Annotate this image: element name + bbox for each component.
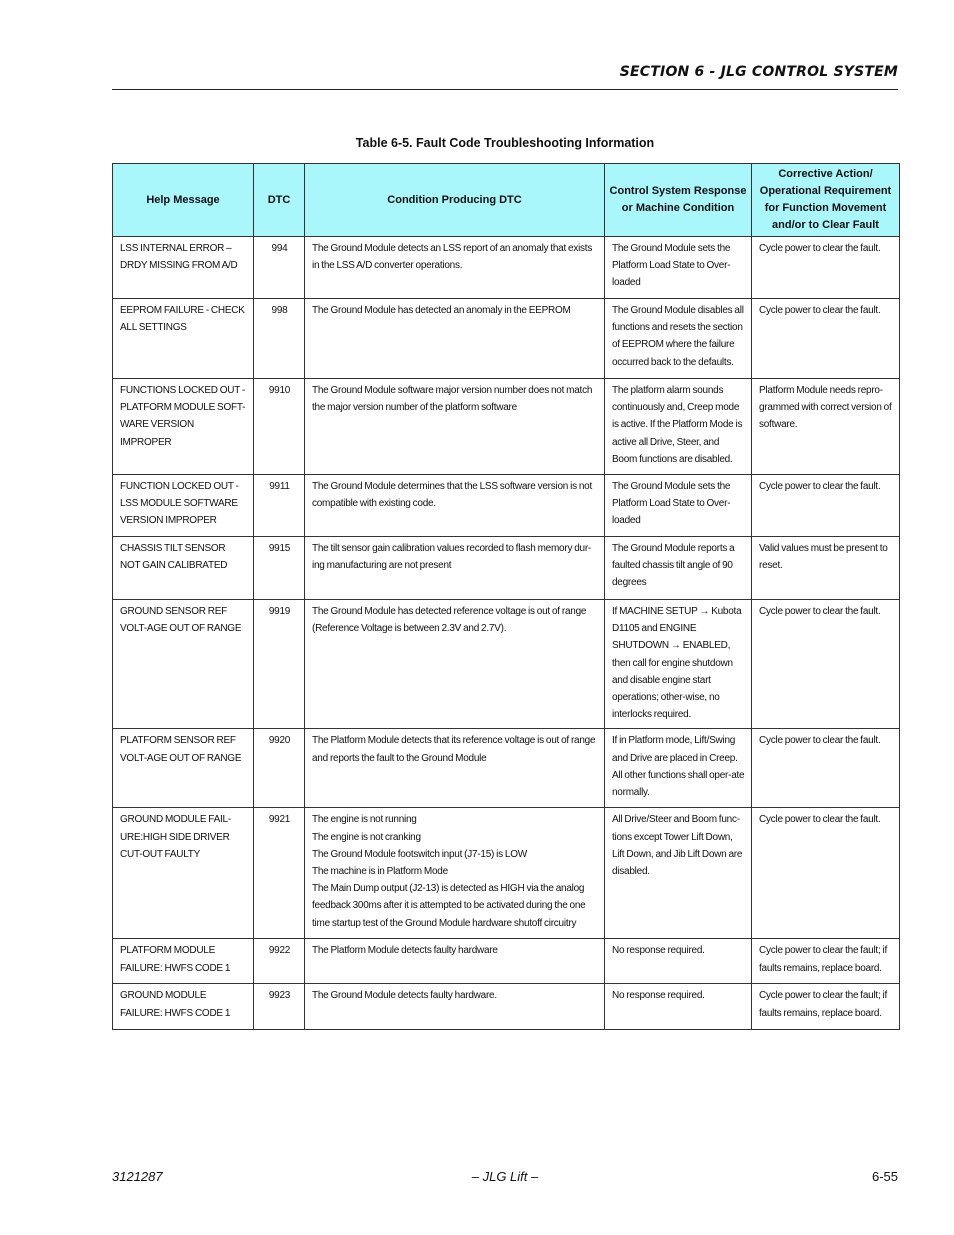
dtc-cell: 9911: [254, 475, 305, 537]
corrective-action-cell: Cycle power to clear the fault.: [752, 808, 900, 939]
condition-cell: [305, 729, 605, 808]
corrective-action-cell: Cycle power to clear the fault; if faults remains, replace board.: [752, 939, 900, 984]
corrective-action-cell: Cycle power to clear the fault.: [752, 475, 900, 537]
table-row: [113, 808, 900, 939]
corrective-action-cell: Cycle power to clear the fault.: [752, 600, 900, 729]
response-cell: The Ground Module sets the Platform Load State to Over-loaded: [605, 237, 752, 299]
dtc-cell: 994: [254, 237, 305, 299]
table-row: [113, 537, 900, 600]
column-header-help-message: Help Message: [113, 164, 254, 237]
table-row: [113, 939, 900, 984]
table-row: [113, 729, 900, 808]
table-row: [113, 379, 900, 475]
condition-cell: [305, 808, 605, 939]
table-title: Table 6-5. Fault Code Troubleshooting Information: [355, 136, 655, 150]
condition-line: The Ground Module footswitch input (J7-15) is LOW: [312, 848, 527, 860]
table-row: [113, 299, 900, 379]
condition-cell: [305, 600, 605, 729]
condition-line: The engine is not cranking: [312, 831, 421, 843]
dtc-cell: 9921: [254, 808, 305, 939]
help-message-cell: GROUND SENSOR REF VOLT-AGE OUT OF RANGE: [113, 600, 254, 729]
help-message-cell: CHASSIS TILT SENSOR NOT GAIN CALIBRATED: [113, 537, 254, 600]
dtc-cell: 9920: [254, 729, 305, 808]
response-cell: All Drive/Steer and Boom func-tions except Tower Lift Down, Lift Down, and Jib Lift Down are disabled.: [605, 808, 752, 939]
table-row: [113, 475, 900, 537]
dtc-cell: 9923: [254, 984, 305, 1030]
condition-line: The tilt sensor gain calibration values recorded to flash memory dur-ing manufacturing are not present: [312, 543, 591, 572]
corrective-action-cell: Cycle power to clear the fault.: [752, 299, 900, 379]
condition-line: The Ground Module determines that the LSS software version is not compatible with existing code.: [312, 481, 593, 510]
condition-line: The Ground Module has detected an anomaly in the EEPROM: [312, 305, 571, 316]
dtc-cell: 9915: [254, 537, 305, 600]
response-cell: If MACHINE SETUP → Kubota D1105 and ENGINE SHUTDOWN → ENABLED, then call for engine shutdown and disable engine start operations; other-wise, no interlocks required.: [605, 600, 752, 729]
document-number: 3121287: [112, 1169, 163, 1184]
condition-line: The Platform Module detects faulty hardware: [312, 945, 498, 957]
help-message-cell: LSS INTERNAL ERROR – DRDY MISSING FROM A/D: [113, 237, 254, 299]
section-title: SECTION 6 - JLG CONTROL SYSTEM: [619, 64, 898, 80]
table-row: [113, 237, 900, 299]
corrective-action-cell: Cycle power to clear the fault; if faults remains, replace board.: [752, 984, 900, 1030]
help-message-cell: PLATFORM SENSOR REF VOLT-AGE OUT OF RANGE: [113, 729, 254, 808]
column-header-corrective-action: Corrective Action/ Operational Requirement for Function Movement and/or to Clear Fault: [752, 164, 900, 237]
condition-line: The Main Dump output (J2-13) is detected as HIGH via the analog feedback 300ms after it is attempted to be activated during the one time startup test of the Ground Module hardware shutoff circuitry: [312, 883, 586, 929]
help-message-cell: FUNCTIONS LOCKED OUT - PLATFORM MODULE SOFT-WARE VERSION IMPROPER: [113, 379, 254, 475]
response-cell: The Ground Module sets the Platform Load State to Over-loaded: [605, 475, 752, 537]
response-cell: If in Platform mode, Lift/Swing and Drive are placed in Creep. All other functions shall oper-ate normally.: [605, 729, 752, 808]
condition-line: The engine is not running: [312, 814, 417, 826]
header-rule: [112, 89, 898, 90]
help-message-cell: FUNCTION LOCKED OUT - LSS MODULE SOFTWARE VERSION IMPROPER: [113, 475, 254, 537]
help-message-cell: GROUND MODULE FAIL-URE:HIGH SIDE DRIVER CUT-OUT FAULTY: [113, 808, 254, 939]
column-header-condition: Condition Producing DTC: [305, 164, 605, 237]
table-header-row: [113, 164, 900, 237]
condition-cell: [305, 939, 605, 984]
response-cell: No response required.: [605, 984, 752, 1030]
condition-line: The Platform Module detects that its reference voltage is out of range and reports the fault to the Ground Module: [312, 735, 596, 764]
footer-brand: – JLG Lift –: [471, 1169, 539, 1184]
help-message-cell: GROUND MODULE FAILURE: HWFS CODE 1: [113, 984, 254, 1030]
condition-cell: [305, 475, 605, 537]
response-cell: No response required.: [605, 939, 752, 984]
corrective-action-cell: Valid values must be present to reset.: [752, 537, 900, 600]
condition-cell: [305, 299, 605, 379]
column-header-dtc: DTC: [254, 164, 305, 237]
dtc-cell: 9922: [254, 939, 305, 984]
corrective-action-cell: Cycle power to clear the fault.: [752, 237, 900, 299]
condition-line: The Ground Module has detected reference voltage is out of range (Reference Voltage is between 2.3V and 2.7V).: [312, 606, 587, 635]
column-header-response: Control System Response or Machine Condition: [605, 164, 752, 237]
condition-cell: [305, 237, 605, 299]
dtc-cell: 9910: [254, 379, 305, 475]
response-cell: The Ground Module reports a faulted chassis tilt angle of 90 degrees: [605, 537, 752, 600]
table-row: [113, 984, 900, 1030]
page-number: 6-55: [871, 1169, 898, 1184]
dtc-cell: 998: [254, 299, 305, 379]
fault-code-table: [112, 163, 900, 1030]
condition-line: The Ground Module detects an LSS report of an anomaly that exists in the LSS A/D converter operations.: [312, 243, 593, 272]
condition-line: The Ground Module software major version number does not match the major version number of the platform software: [312, 385, 593, 414]
corrective-action-cell: Cycle power to clear the fault.: [752, 729, 900, 808]
condition-line: The machine is in Platform Mode: [312, 866, 448, 878]
condition-cell: [305, 537, 605, 600]
dtc-cell: 9919: [254, 600, 305, 729]
help-message-cell: PLATFORM MODULE FAILURE: HWFS CODE 1: [113, 939, 254, 984]
condition-cell: [305, 379, 605, 475]
condition-cell: [305, 984, 605, 1030]
corrective-action-cell: Platform Module needs repro-grammed with correct version of software.: [752, 379, 900, 475]
response-cell: The platform alarm sounds continuously and, Creep mode is active. If the Platform Mode is active all Drive, Steer, and Boom functions are disabled.: [605, 379, 752, 475]
help-message-cell: EEPROM FAILURE - CHECK ALL SETTINGS: [113, 299, 254, 379]
table-row: [113, 600, 900, 729]
condition-line: The Ground Module detects faulty hardware.: [312, 990, 497, 1002]
response-cell: The Ground Module disables all functions and resets the section of EEPROM where the failure occurred back to the defaults.: [605, 299, 752, 379]
